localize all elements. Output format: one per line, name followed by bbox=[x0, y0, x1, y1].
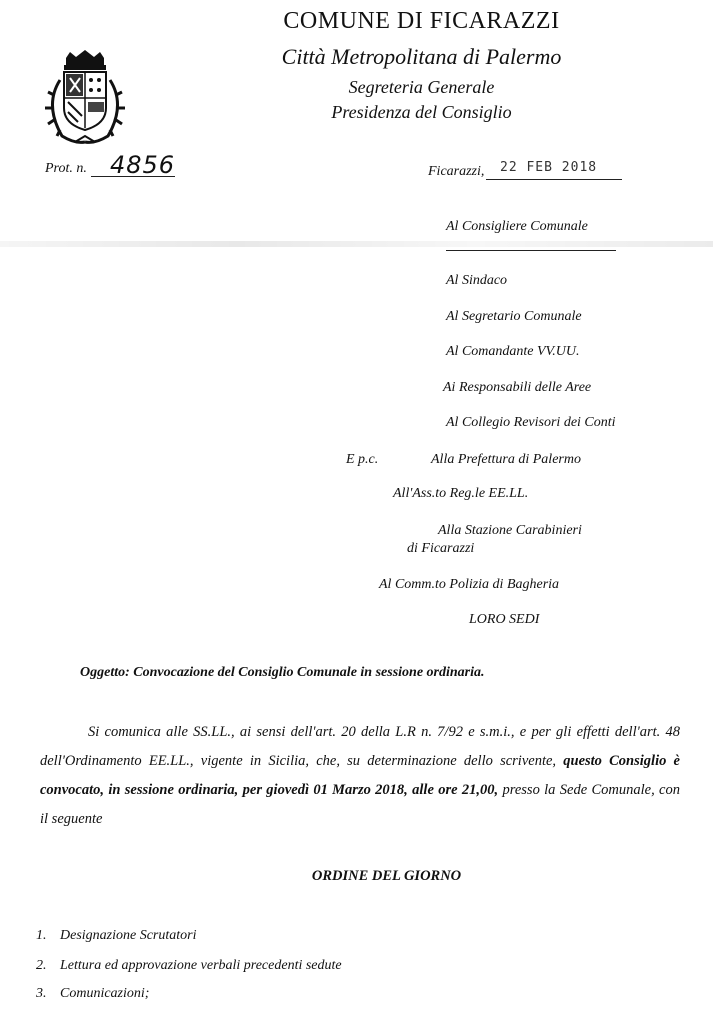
body-text-part2: presso la Sede Comunale, con il seguente bbox=[40, 782, 680, 827]
agenda-item-text: Comunicazioni; bbox=[60, 986, 150, 1001]
agenda-item-text: Lettura ed approvazione verbali precedenti sedute bbox=[60, 958, 342, 973]
body-paragraph bbox=[40, 718, 680, 834]
recipient-item: Ai Responsabili delle Aree bbox=[443, 380, 592, 395]
recipient-item: Al Sindaco bbox=[446, 273, 508, 288]
recipient-item: Al Consigliere Comunale bbox=[446, 219, 588, 234]
date-label: Ficarazzi, bbox=[428, 164, 485, 179]
office-line: Presidenza del Consiglio bbox=[331, 102, 512, 122]
agenda-item bbox=[36, 928, 197, 944]
date-underline bbox=[486, 179, 622, 180]
date-stamp: 22 FEB 2018 bbox=[500, 160, 598, 175]
recipient-item: Al Collegio Revisori dei Conti bbox=[446, 415, 616, 430]
cc-item: LORO SEDI bbox=[469, 612, 540, 627]
cc-item: All'Ass.to Reg.le EE.LL. bbox=[393, 486, 529, 501]
cc-item: Alla Stazione Carabinieri bbox=[438, 523, 582, 538]
cc-item: di Ficarazzi bbox=[407, 541, 475, 556]
agenda-item bbox=[36, 986, 149, 1002]
agenda-item bbox=[36, 958, 342, 974]
body-text-part1: Si comunica alle SS.LL., ai sensi dell'art. 20 della L.R n. 7/92 e s.m.i., e per gli effetti dell'art. 48 dell'Ordinamento EE.LL., vigente in Sicilia, che, su determinazione dello scrivente, bbox=[40, 724, 680, 769]
municipality-title: COMUNE DI FICARAZZI bbox=[283, 8, 560, 34]
recipient-underline bbox=[446, 250, 616, 251]
protocol-label: Prot. n. bbox=[45, 161, 87, 176]
municipal-crest-icon bbox=[40, 50, 130, 148]
agenda-item-number: 3. bbox=[36, 986, 47, 1001]
agenda-item-number: 1. bbox=[36, 928, 47, 943]
recipient-item: Al Comandante VV.UU. bbox=[446, 344, 580, 359]
department-line: Segreteria Generale bbox=[348, 77, 495, 97]
scan-artifact bbox=[0, 241, 713, 247]
agenda-title: ORDINE DEL GIORNO bbox=[311, 868, 462, 884]
agenda-item-text: Designazione Scrutatori bbox=[60, 928, 197, 943]
cc-item: Al Comm.to Polizia di Bagheria bbox=[379, 577, 560, 592]
recipient-item: Al Segretario Comunale bbox=[446, 309, 582, 324]
agenda-item-number: 2. bbox=[36, 958, 47, 973]
subject-line: Oggetto: Convocazione del Consiglio Comunale in sessione ordinaria. bbox=[80, 665, 485, 680]
cc-item: Alla Prefettura di Palermo bbox=[431, 452, 581, 467]
metropolitan-city-line: Città Metropolitana di Palermo bbox=[281, 44, 562, 69]
body-text-bold: questo Consiglio è convocato, in sessione ordinaria, per giovedì 01 Marzo 2018, alle ore 21,00, bbox=[40, 753, 680, 798]
cc-label: E p.c. bbox=[346, 452, 379, 467]
protocol-number: 4856 bbox=[110, 151, 176, 179]
